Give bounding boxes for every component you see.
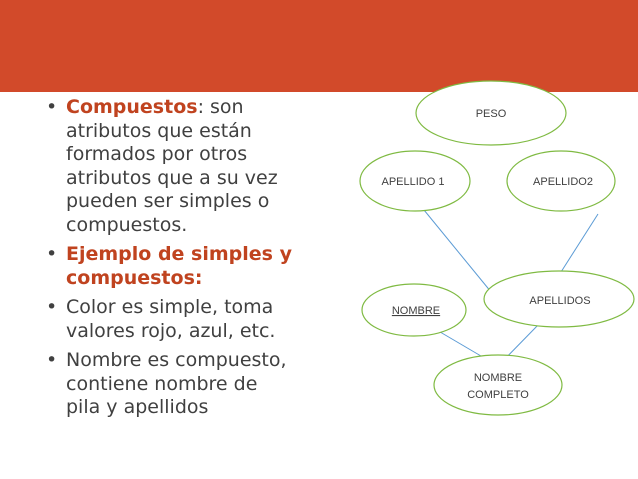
node-label-apellidos: APELLIDOS	[529, 295, 591, 307]
bullet-strong: Ejemplo de simples y compuestos:	[66, 243, 292, 289]
node-nombre-completo	[434, 355, 562, 415]
edge-apellido1-apellidos	[415, 199, 496, 298]
bullet-dot: •	[46, 243, 58, 265]
nodes	[360, 81, 634, 415]
bullet-dot: •	[46, 349, 58, 371]
node-label-peso: PESO	[475, 108, 507, 120]
node-label-apellido1: APELLIDO 1	[381, 176, 445, 188]
node-label-nombre-completo-line1: NOMBRE	[473, 372, 523, 384]
bullet-text: Nombre es compuesto, contiene nombre de pila y apellidos	[66, 349, 287, 418]
node-label-nombre: NOMBRE	[391, 305, 441, 317]
bullet-dot: •	[46, 96, 58, 118]
edge-apellido2-apellidos	[561, 214, 598, 272]
bullet-strong: Compuestos	[66, 96, 198, 118]
node-label-apellido2: APELLIDO2	[533, 176, 593, 188]
node-label-nombre-completo-line2: COMPLETO	[467, 389, 529, 401]
bullet-dot: •	[46, 296, 58, 318]
bullet-text: : son atributos que están formados por otros atributos que a su vez pueden ser simples o compuestos.	[66, 96, 278, 236]
bullet-text: Color es simple, toma valores rojo, azul, etc.	[66, 296, 276, 342]
